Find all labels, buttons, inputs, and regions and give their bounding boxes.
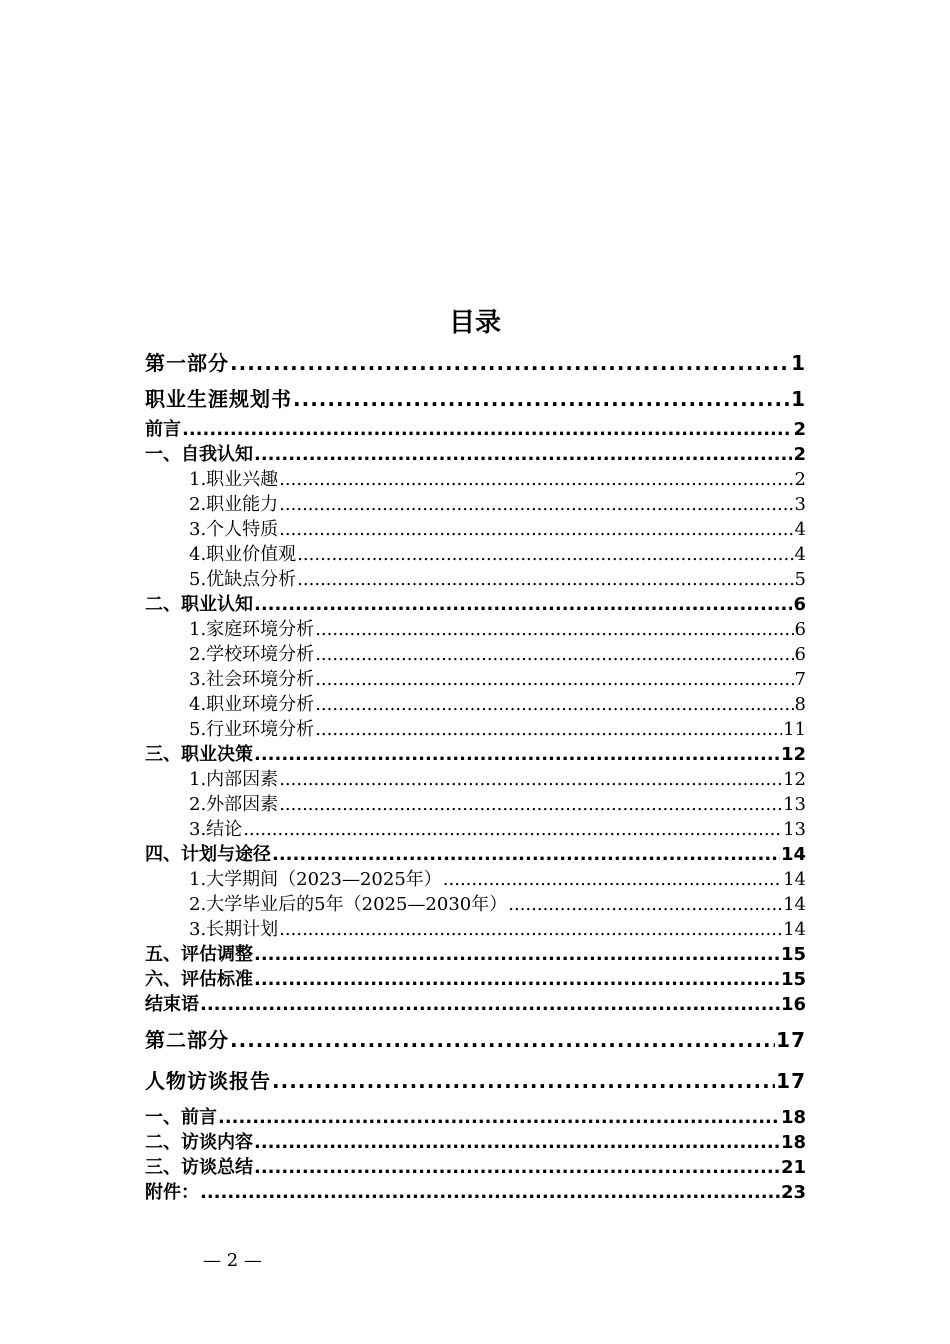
- toc-leader-dots: [315, 692, 793, 717]
- toc-leader-dots: [254, 1130, 780, 1155]
- toc-entry-title: 二、职业认知: [145, 594, 253, 615]
- toc-entry-title: 1.家庭环境分析: [189, 619, 315, 640]
- toc-leader-dots: [315, 642, 793, 667]
- toc-entry[interactable]: [145, 717, 806, 742]
- toc-entry[interactable]: [145, 817, 806, 842]
- toc-entry-title: 2.大学毕业后的5年（2025—2030年）: [189, 894, 508, 915]
- toc-leader-dots: [293, 381, 790, 417]
- toc-entry-page: 2: [793, 444, 806, 465]
- toc-entry[interactable]: [145, 381, 806, 417]
- toc-entry[interactable]: [145, 842, 806, 867]
- toc-entry[interactable]: [145, 1180, 806, 1205]
- toc-leader-dots: [254, 942, 780, 967]
- toc-leader-dots: [443, 867, 782, 892]
- toc-entry[interactable]: [145, 492, 806, 517]
- toc-entry-page: 8: [794, 694, 806, 715]
- toc-entry-title: 5.优缺点分析: [189, 569, 297, 590]
- toc-entry-title: 前言: [145, 419, 181, 440]
- toc-entry[interactable]: [145, 1022, 806, 1058]
- toc-entry[interactable]: [145, 542, 806, 567]
- toc-entry-page: 17: [776, 1069, 806, 1093]
- toc-entry-title: 3.社会环境分析: [189, 669, 315, 690]
- toc-leader-dots: [297, 567, 793, 592]
- toc-entry[interactable]: [145, 692, 806, 717]
- toc-leader-dots: [254, 442, 792, 467]
- toc-entry-page: 1: [791, 351, 806, 375]
- toc-entry-page: 14: [783, 869, 806, 890]
- page-number: — 2 —: [203, 1250, 262, 1271]
- toc-entry-title: 人物访谈报告: [145, 1069, 271, 1093]
- toc-entry[interactable]: [145, 642, 806, 667]
- toc-entry-title: 五、评估调整: [145, 944, 253, 965]
- toc-entry-title: 2.外部因素: [189, 794, 279, 815]
- toc-entry-page: 1: [791, 387, 806, 411]
- toc-entry[interactable]: [145, 742, 806, 767]
- table-of-contents: [145, 345, 806, 1205]
- toc-entry[interactable]: [145, 792, 806, 817]
- toc-entry-page: 14: [783, 919, 806, 940]
- toc-entry-page: 18: [780, 1107, 806, 1128]
- toc-entry[interactable]: [145, 1063, 806, 1099]
- toc-leader-dots: [230, 345, 790, 381]
- toc-entry-page: 2: [793, 419, 806, 440]
- toc-leader-dots: [279, 767, 782, 792]
- toc-leader-dots: [230, 1022, 775, 1058]
- toc-entry[interactable]: [145, 967, 806, 992]
- toc-leader-dots: [315, 667, 793, 692]
- toc-entry-page: 13: [783, 794, 806, 815]
- toc-leader-dots: [200, 992, 780, 1017]
- toc-entry-title: 3.结论: [189, 819, 243, 840]
- toc-entry-title: 三、职业决策: [145, 744, 253, 765]
- toc-entry[interactable]: [145, 1130, 806, 1155]
- toc-entry-page: 2: [794, 469, 806, 490]
- toc-entry[interactable]: [145, 1155, 806, 1180]
- toc-entry[interactable]: [145, 517, 806, 542]
- toc-entry[interactable]: [145, 767, 806, 792]
- toc-leader-dots: [254, 967, 780, 992]
- toc-entry-title: 第二部分: [145, 1028, 229, 1052]
- toc-entry-page: 21: [780, 1157, 806, 1178]
- toc-entry-title: 三、访谈总结: [145, 1157, 253, 1178]
- toc-leader-dots: [243, 817, 782, 842]
- toc-entry-page: 16: [780, 994, 806, 1015]
- toc-entry[interactable]: [145, 992, 806, 1017]
- toc-entry-page: 3: [794, 494, 806, 515]
- toc-entry-title: 二、访谈内容: [145, 1132, 253, 1153]
- toc-entry-title: 一、自我认知: [145, 444, 253, 465]
- toc-leader-dots: [254, 742, 780, 767]
- toc-entry[interactable]: [145, 442, 806, 467]
- toc-entry-page: 6: [793, 594, 806, 615]
- toc-entry[interactable]: [145, 592, 806, 617]
- toc-entry-title: 一、前言: [145, 1107, 217, 1128]
- toc-leader-dots: [272, 842, 780, 867]
- toc-entry-page: 15: [780, 944, 806, 965]
- toc-leader-dots: [279, 492, 793, 517]
- toc-entry-title: 1.职业兴趣: [189, 469, 279, 490]
- toc-leader-dots: [279, 517, 793, 542]
- toc-entry-page: 6: [794, 644, 806, 665]
- toc-entry[interactable]: [145, 467, 806, 492]
- toc-leader-dots: [508, 892, 782, 917]
- toc-entry-page: 12: [783, 769, 806, 790]
- toc-leader-dots: [254, 1155, 780, 1180]
- toc-entry-page: 18: [780, 1132, 806, 1153]
- toc-entry-page: 6: [794, 619, 806, 640]
- toc-entry[interactable]: [145, 617, 806, 642]
- toc-entry[interactable]: [145, 1105, 806, 1130]
- toc-entry-title: 3.个人特质: [189, 519, 279, 540]
- toc-leader-dots: [279, 467, 793, 492]
- toc-entry-page: 17: [776, 1028, 806, 1052]
- toc-entry-page: 14: [780, 844, 806, 865]
- toc-entry-title: 4.职业环境分析: [189, 694, 315, 715]
- toc-entry[interactable]: [145, 942, 806, 967]
- toc-leader-dots: [182, 417, 792, 442]
- toc-entry-title: 职业生涯规划书: [145, 387, 292, 411]
- toc-entry[interactable]: [145, 567, 806, 592]
- toc-entry[interactable]: [145, 667, 806, 692]
- toc-leader-dots: [272, 1063, 775, 1099]
- toc-entry-page: 4: [794, 519, 806, 540]
- toc-entry-page: 14: [783, 894, 806, 915]
- page-title: 目录: [448, 308, 501, 338]
- toc-leader-dots: [297, 542, 793, 567]
- toc-entry[interactable]: [145, 892, 806, 917]
- toc-entry-page: 5: [794, 569, 806, 590]
- toc-entry-page: 7: [794, 669, 806, 690]
- toc-entry-title: 1.内部因素: [189, 769, 279, 790]
- toc-entry-title: 5.行业环境分析: [189, 719, 315, 740]
- toc-entry-page: 15: [780, 969, 806, 990]
- toc-entry-page: 12: [780, 744, 806, 765]
- toc-entry-title: 附件：: [145, 1182, 199, 1203]
- toc-leader-dots: [200, 1180, 780, 1205]
- toc-leader-dots: [279, 917, 782, 942]
- toc-entry[interactable]: [145, 917, 806, 942]
- toc-entry-title: 4.职业价值观: [189, 544, 297, 565]
- toc-leader-dots: [315, 617, 793, 642]
- toc-entry[interactable]: [145, 417, 806, 442]
- toc-entry-page: 13: [783, 819, 806, 840]
- toc-entry-page: 11: [783, 719, 806, 740]
- toc-entry-title: 第一部分: [145, 351, 229, 375]
- toc-entry[interactable]: [145, 345, 806, 381]
- toc-entry-title: 3.长期计划: [189, 919, 279, 940]
- toc-entry-title: 2.学校环境分析: [189, 644, 315, 665]
- toc-entry-title: 六、评估标准: [145, 969, 253, 990]
- toc-entry-page: 23: [780, 1182, 806, 1203]
- toc-entry-title: 四、计划与途径: [145, 844, 271, 865]
- toc-entry-title: 结束语: [145, 994, 199, 1015]
- toc-leader-dots: [315, 717, 782, 742]
- toc-entry-title: 1.大学期间（2023—2025年）: [189, 869, 442, 890]
- toc-leader-dots: [218, 1105, 780, 1130]
- toc-entry-page: 4: [794, 544, 806, 565]
- toc-entry-title: 2.职业能力: [189, 494, 279, 515]
- toc-leader-dots: [254, 592, 792, 617]
- toc-leader-dots: [279, 792, 782, 817]
- toc-entry[interactable]: [145, 867, 806, 892]
